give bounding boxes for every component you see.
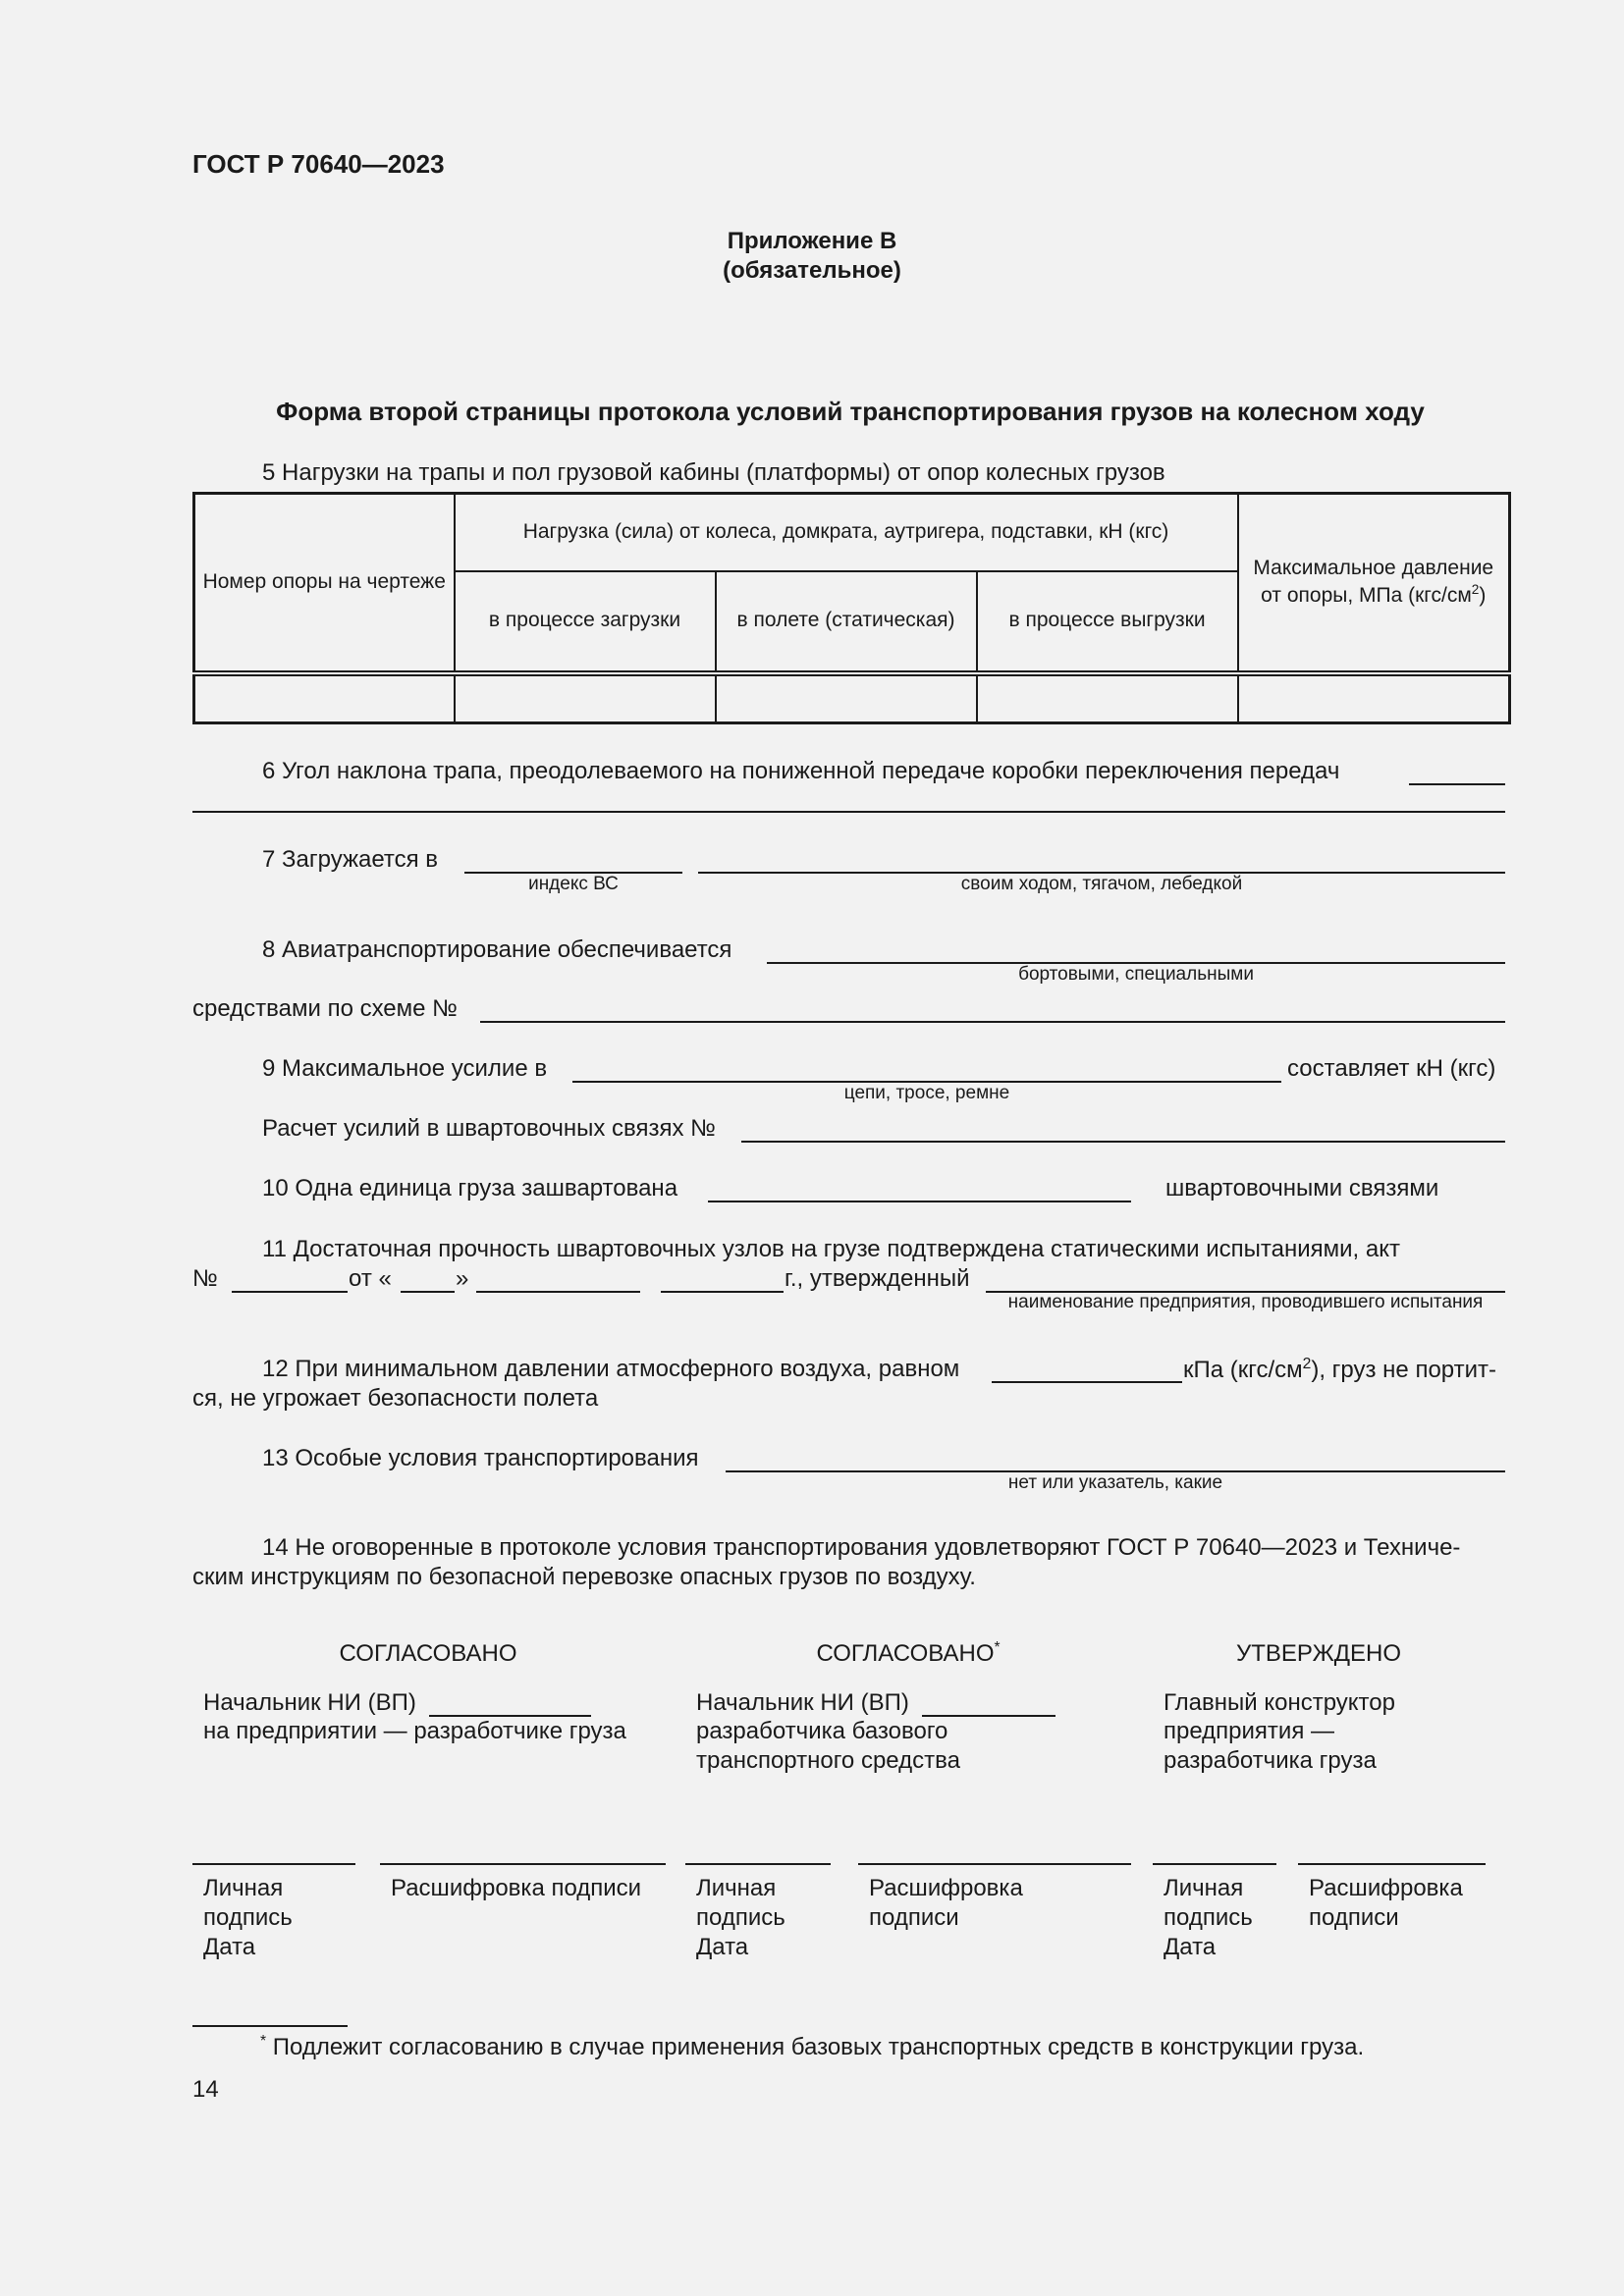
approval1-name-field[interactable] [429,1715,591,1717]
item11-from: от « [349,1265,392,1292]
item14-line1: 14 Не оговоренные в протоколе условия транспортирования удовлетворяют ГОСТ Р 70640—2023 и Техниче- [262,1534,1461,1561]
item7-label: 7 Загружается в [262,846,439,873]
item8-scheme-label: средствами по схеме № [192,995,458,1022]
lashing-method-field[interactable] [708,1201,1131,1202]
item9-label: 9 Максимальное усилие в [262,1055,548,1082]
item5-label: 5 Нагрузки на трапы и пол грузовой кабины (платформы) от опор колесных грузов [262,459,1165,486]
approval2-date-label: Дата [696,1934,749,1960]
approval1-position-line2: на предприятии — разработчике груза [203,1718,626,1744]
approval1-date-label: Дата [203,1934,256,1960]
approval1-sig-label: Личная [203,1875,284,1901]
col-load-group-header: Нагрузка (сила) от колеса, домкрата, аутригера, подставки, кН (кгс) [455,494,1238,571]
footnote-mark: * [260,2033,267,2050]
cell-unloading[interactable] [977,673,1238,723]
col-pressure-header: Максимальное давление от опоры, МПа $(кгс/см^2)$ [1238,494,1510,673]
item6-field[interactable] [1409,783,1505,785]
standard-id: ГОСТ Р 70640—2023 [192,149,445,179]
footnote [260,2033,1364,2061]
max-force-caption: цепи, тросе, ремне [843,1083,1010,1103]
item13-label: 13 Особые условия транспортирования [262,1445,699,1471]
page-number: 14 [192,2076,219,2103]
item12-label: 12 При минимальном давлении атмосферного воздуха, равном [262,1356,960,1382]
approval1-signature-field[interactable] [192,1863,355,1865]
approval3-signature-field[interactable] [1153,1863,1276,1865]
scheme-number-field[interactable] [480,1021,1505,1023]
approval3-heading: УТВЕРЖДЕНО [1235,1640,1402,1667]
item8-label: 8 Авиатранспортирование обеспечивается [262,936,732,963]
item11-year-label: г., утвержденный [785,1265,970,1292]
item9-calc-label: Расчет усилий в швартовочных связях № [262,1115,716,1142]
approval3-sig-label2: подпись [1164,1904,1253,1931]
approval1-sig-label2: подпись [203,1904,293,1931]
item11-quote-close: » [456,1265,469,1292]
approval1-decode-field[interactable] [380,1863,666,1865]
item10-label: 10 Одна единица груза зашвартована [262,1175,678,1201]
footnote-text: Подлежит согласованию в случае применения базовых транспортных средств в конструкции груза. [272,2034,1365,2060]
appendix-title: Приложение В [727,228,897,254]
approval2-heading: СОГЛАСОВАНО* [816,1639,1001,1667]
item11-no: № [192,1265,218,1292]
approval2-name-field[interactable] [922,1715,1056,1717]
approval2-position: Начальник НИ (ВП) [696,1689,909,1716]
form-title: Форма второй страницы протокола условий транспортирования грузов на колесном ходу [276,397,1425,426]
approval3-decode-field[interactable] [1298,1863,1486,1865]
approval3-date-label: Дата [1164,1934,1217,1960]
approval2-decode-field[interactable] [858,1863,1131,1865]
approval2-decode-label: Расшифровка [869,1875,1023,1901]
cell-flight[interactable] [716,673,977,723]
col-unloading-header: в процессе выгрузки [977,571,1238,673]
approval3-decode-label2: подписи [1309,1904,1399,1931]
item14-line2: ским инструкциям по безопасной перевозке опасных грузов по воздуху. [192,1564,976,1590]
item12-line2: ся, не угрожает безопасности полета [192,1385,599,1412]
item10-suffix: швартовочными связями [1165,1175,1439,1201]
approval2-sig-label: Личная [696,1875,777,1901]
item6-field-continued[interactable] [192,811,1505,813]
loads-table [192,492,1511,724]
act-number-field[interactable] [232,1291,348,1293]
appendix-status: (обязательное) [723,257,901,284]
act-day-field[interactable] [401,1291,455,1293]
transport-means-caption: бортовыми, специальными [1018,964,1254,985]
approval1-position: Начальник НИ (ВП) [203,1689,416,1716]
approval2-decode-label2: подписи [869,1904,959,1931]
approval2-sig-label2: подпись [696,1904,785,1931]
loading-method-caption: своим ходом, тягачом, лебедкой [960,874,1243,894]
act-year-field[interactable] [661,1291,784,1293]
approval1-decode-label: Расшифровка подписи [391,1875,642,1901]
approval3-position: Главный конструктор [1164,1689,1395,1716]
min-pressure-field[interactable] [992,1381,1182,1383]
approval2-signature-field[interactable] [685,1863,831,1865]
calc-number-field[interactable] [741,1141,1505,1143]
approval3-decode-label: Расшифровка [1309,1875,1463,1901]
cell-support[interactable] [194,673,455,723]
col-support-header: Номер опоры на чертеже [194,494,455,673]
aircraft-index-caption: индекс ВС [528,874,619,894]
approving-org-caption: наименование предприятия, проводившего испытания [1007,1292,1484,1312]
approval3-sig-label: Личная [1164,1875,1244,1901]
approval2-position-line3: транспортного средства [696,1747,960,1774]
cell-pressure[interactable] [1238,673,1510,723]
item6-label: 6 Угол наклона трапа, преодолеваемого на пониженной передаче коробки переключения передач [262,758,1340,784]
item12-unit: кПа $(кгс/см^2)$, груз не портит- [1183,1356,1496,1383]
approval1-heading: СОГЛАСОВАНО [339,1640,517,1667]
act-month-field[interactable] [476,1291,640,1293]
footnote-separator [192,2025,348,2027]
item11-line1: 11 Достаточная прочность швартовочных узлов на грузе подтверждена статическими испытаниями, акт [262,1236,1400,1262]
special-conditions-caption: нет или указатель, какие [1007,1472,1223,1493]
approval3-position-line2: предприятия — [1164,1718,1334,1744]
cell-loading[interactable] [455,673,716,723]
item9-suffix: составляет кН (кгс) [1287,1055,1496,1082]
approval2-position-line2: разработчика базового [696,1718,948,1744]
col-flight-header: в полете (статическая) [716,571,977,673]
approval3-position-line3: разработчика груза [1164,1747,1377,1774]
col-loading-header: в процессе загрузки [455,571,716,673]
